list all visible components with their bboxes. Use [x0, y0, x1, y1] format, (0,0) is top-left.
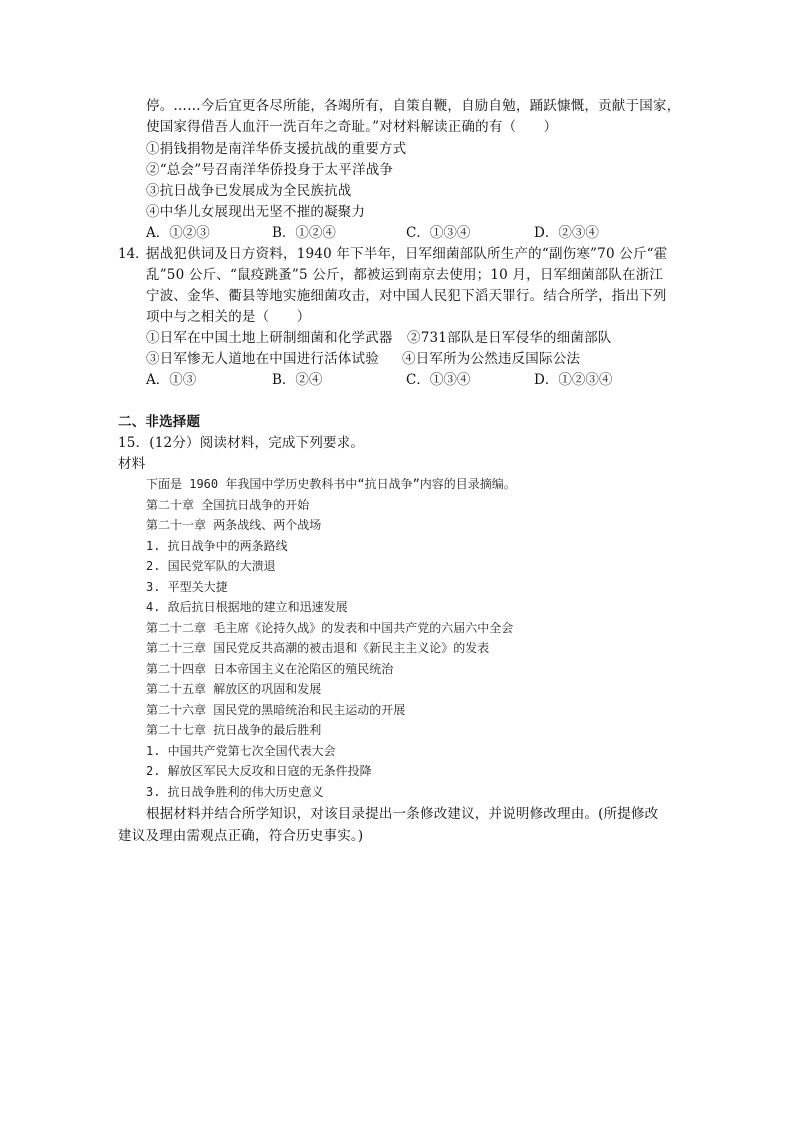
toc-entry: 第二十二章 毛主席《论持久战》的发表和中国共产党的六届六中全会 [146, 621, 514, 635]
toc-entry: 2. 国民党军队的大溃退 [146, 559, 276, 573]
toc-entry: 第二十四章 日本帝国主义在沦陷区的殖民统治 [146, 662, 394, 676]
q13-option-a[interactable]: A．①②③ [146, 225, 210, 241]
toc-entry: 1. 抗日战争中的两条路线 [146, 539, 288, 553]
q14-option-a[interactable]: A．①③ [146, 372, 197, 388]
q14-number: 14． [118, 246, 149, 262]
q14-option-d[interactable]: D．①②③④ [534, 372, 613, 388]
q14-text-line-1: 据战犯供词及日方资料，1940 年下半年，日军细菌部队所生产的“副伤寒”70 公斤“霍 [146, 246, 668, 262]
toc-entry: 3. 平型关大捷 [146, 580, 228, 594]
q13-item-3: ③抗日战争已发展成为全民族抗战 [146, 183, 352, 199]
q14-item-1: ①日军在中国土地上研制细菌和化学武器 [146, 330, 393, 346]
q14-item-3: ③日军惨无人道地在中国进行活体试验 [146, 351, 379, 367]
q13-option-c[interactable]: C．①③④ [406, 225, 471, 241]
q13-text-line-2: 使国家得借吾人血汗一洗百年之奇耻。”对材料解读正确的有（ ） [146, 119, 558, 135]
toc-entry: 第二十一章 两条战线、两个战场 [146, 518, 322, 532]
q14-item-2: ②731部队是日军侵华的细菌部队 [407, 330, 612, 346]
toc-entry: 第二十章 全国抗日战争的开始 [146, 498, 310, 512]
toc-entry: 3. 抗日战争胜利的伟大历史意义 [146, 785, 324, 799]
q14-option-b[interactable]: B．②④ [272, 372, 323, 388]
q14-text-line-4: 项中与之相关的是（ ） [146, 309, 311, 325]
toc-entry: 4. 敌后抗日根据地的建立和迅速发展 [146, 600, 348, 614]
toc-entry: 第二十五章 解放区的巩固和发展 [146, 682, 322, 696]
q13-option-b[interactable]: B．①②④ [272, 225, 336, 241]
q13-item-2: ②“总会”号召南洋华侨投身于太平洋战争 [146, 162, 394, 178]
q13-option-d[interactable]: D．②③④ [534, 225, 599, 241]
toc-entry: 第二十六章 国民党的黑暗统治和民主运动的开展 [146, 703, 406, 717]
material-intro: 下面是 1960 年我国中学历史教科书中“抗日战争”内容的目录摘编。 [146, 477, 516, 491]
toc-entry: 第二十七章 抗日战争的最后胜利 [146, 723, 322, 737]
material-label: 材料 [118, 456, 146, 472]
toc-entry: 2. 解放区军民大反攻和日寇的无条件投降 [146, 764, 372, 778]
q13-text-line-1: 停。……今后宜更各尽所能，各竭所有，自策自鞭，自励自勉，踊跃慷慨，贡献于国家， [146, 98, 681, 114]
q15-requirement-line-2: 建议及理由需观点正确，符合历史事实。) [118, 828, 364, 844]
q14-text-line-3: 宁波、金华、衢县等地实施细菌攻击，对中国人民犯下滔天罪行。结合所学，指出下列 [146, 288, 667, 304]
q13-item-1: ①捐钱捐物是南洋华侨支援抗战的重要方式 [146, 141, 407, 157]
q15-header: 15．(12分）阅读材料，完成下列要求。 [118, 435, 365, 451]
toc-entry: 第二十三章 国民党反共高潮的被击退和《新民主主义论》的发表 [146, 641, 490, 655]
q15-requirement-line-1: 根据材料并结合所学知识，对该目录提出一条修改建议，并说明修改理由。(所提修改 [146, 806, 659, 822]
q13-item-4: ④中华儿女展现出无坚不摧的凝聚力 [146, 204, 366, 220]
q14-item-4: ④日军所为公然违反国际公法 [402, 351, 581, 367]
toc-entry: 1. 中国共产党第七次全国代表大会 [146, 744, 336, 758]
section-2-title: 二、非选择题 [118, 414, 201, 430]
q14-option-c[interactable]: C．①③④ [406, 372, 471, 388]
q14-text-line-2: 乱”50 公斤、“鼠疫跳蚤”5 公斤，都被运到南京去使用；10 月，日军细菌部队在浙江 [146, 267, 664, 283]
